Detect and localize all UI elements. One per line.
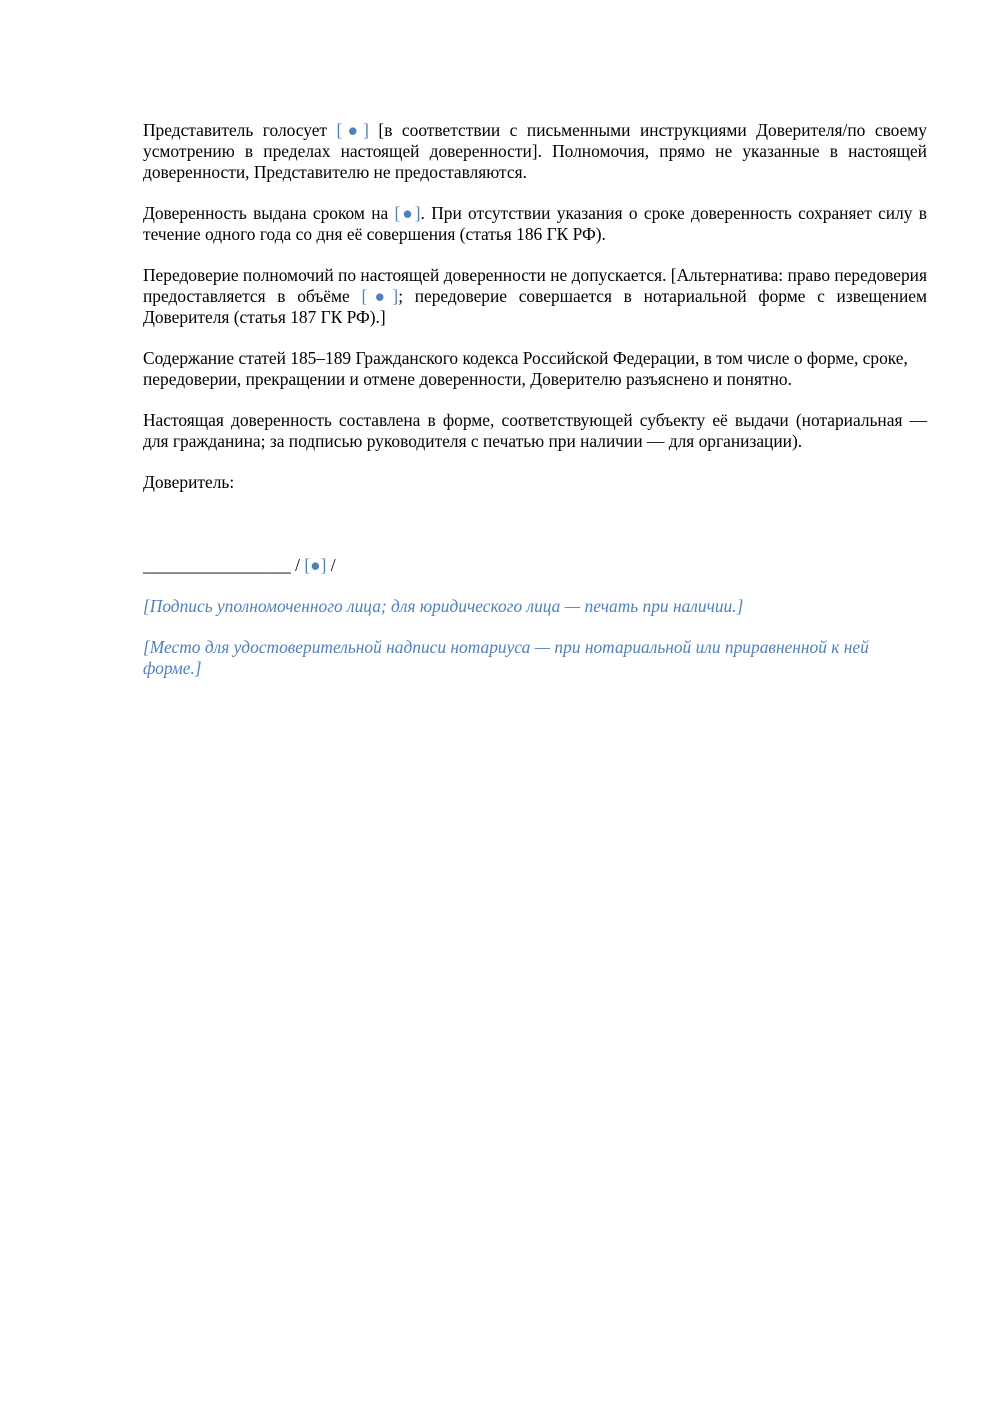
substitution-placeholder: [●] [361, 286, 399, 306]
signature-line [143, 555, 927, 576]
term-paragraph [143, 203, 927, 245]
form-paragraph: Настоящая доверенность составлена в форме, соответствующей субъекту её выдачи (нотариальная — для гражданина; за подписью руководителя с печатью при наличии — для организации). [143, 410, 927, 451]
document-page [143, 120, 927, 699]
substitution-text-start: Передоверие полномочий по настоящей доверенности не допускается. [Альтернатива: право передоверия предоставляется в объёме [143, 265, 927, 306]
notary-note: [Место для удостоверительной надписи нотариуса — при нотариальной или приравненной к ней форме.] [143, 637, 869, 678]
principal-label: Доверитель: [143, 472, 235, 492]
term-text-end: . При отсутствии указания о сроке доверенность сохраняет силу в течение одного года со дня её совершения (статья 186 ГК РФ). [143, 203, 927, 244]
voting-placeholder: [●] [336, 120, 369, 140]
voting-text-end: [в соответствии с письменными инструкциями Доверителя/по своему усмотрению в пределах настоящей доверенности]. Полномочия, прямо не указанные в настоящей доверенности, Представителю не предоставляются. [143, 120, 927, 182]
signature-underline: _________________ [143, 555, 291, 575]
substitution-text-end: ; передоверие совершается в нотариальной форме с извещением Доверителя (статья 187 ГК РФ).] [143, 286, 927, 327]
signature-separator: / [290, 555, 305, 575]
voting-text-start: Представитель голосует [143, 120, 337, 140]
term-text-start: Доверенность выдана сроком на [143, 203, 395, 223]
signature-name-placeholder: [●] [304, 555, 327, 575]
substitution-paragraph [143, 265, 927, 328]
signature-separator-end: / [326, 555, 336, 575]
term-placeholder: [●] [394, 203, 421, 223]
articles-paragraph: Содержание статей 185–189 Гражданского кодекса Российской Федерации, в том числе о форме, сроке, передоверии, прекращении и отмене доверенности, Доверителю разъяснено и понятно. [143, 348, 908, 389]
signature-note: [Подпись уполномоченного лица; для юридического лица — печать при наличии.] [143, 596, 744, 616]
voting-paragraph [143, 120, 927, 183]
signature-gap [143, 513, 927, 555]
